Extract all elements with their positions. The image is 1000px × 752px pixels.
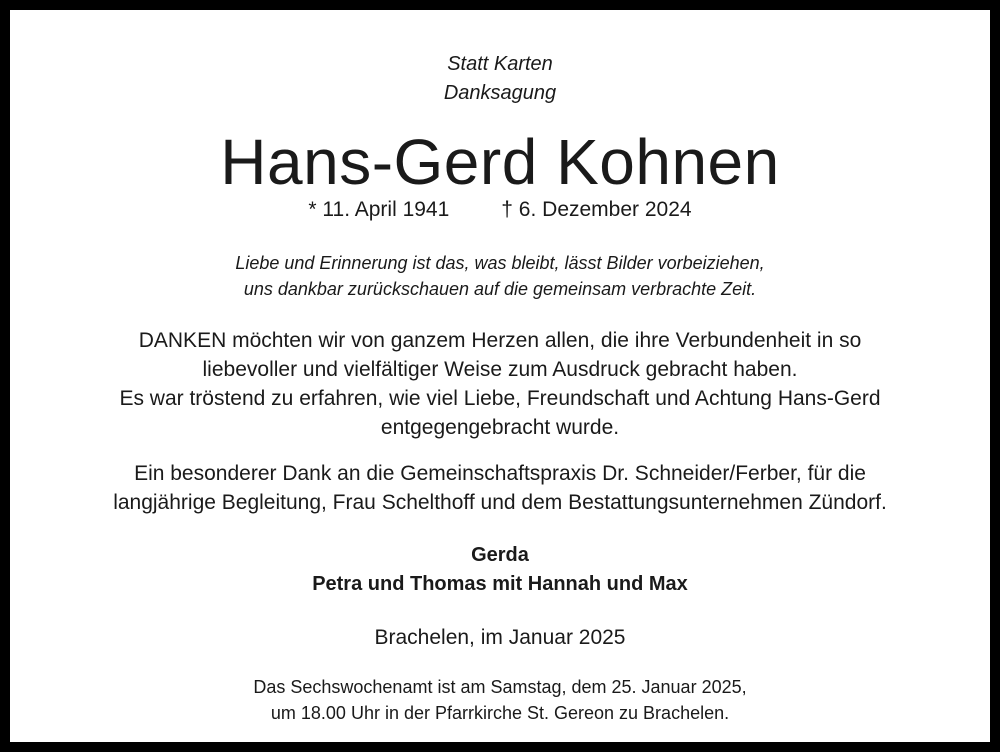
signer-line: Gerda	[471, 544, 529, 566]
memorial-quote	[20, 250, 980, 302]
notice-line: Das Sechswochenamt ist am Samstag, dem 25. Januar 2025,	[253, 677, 747, 697]
special-thanks-line: Ein besonderer Dank an die Gemeinschaftspraxis Dr. Schneider/Ferber, für die	[134, 462, 866, 485]
death-date: † 6. Dezember 2024	[501, 198, 692, 221]
deceased-name: Hans-Gerd Kohnen	[220, 126, 780, 198]
place-date: Brachelen, im Januar 2025	[374, 626, 626, 649]
notice-line: um 18.00 Uhr in der Pfarrkirche St. Gereon zu Brachelen.	[270, 703, 730, 723]
thanks-line: DANKEN möchten wir von ganzem Herzen allen, die ihre Verbundenheit in so	[138, 329, 862, 352]
quote-line: Liebe und Erinnerung ist das, was bleibt, lässt Bilder vorbeiziehen,	[235, 253, 765, 273]
thanks-line: liebevoller und vielfältiger Weise zum Ausdruck gebracht haben.	[202, 358, 798, 381]
thanks-line: entgegengebracht wurde.	[380, 416, 620, 439]
header-statt-karten: Statt Karten	[447, 53, 553, 75]
special-thanks-line: langjährige Begleitung, Frau Schelthoff und dem Bestattungsunternehmen Zündorf.	[113, 491, 887, 514]
special-thanks-paragraph	[20, 459, 980, 517]
quote-line: uns dankbar zurückschauen auf die gemeinsam verbrachte Zeit.	[243, 279, 757, 299]
thanks-line: Es war tröstend zu erfahren, wie viel Liebe, Freundschaft und Achtung Hans-Gerd	[119, 387, 881, 410]
signer-line: Petra und Thomas mit Hannah und Max	[312, 573, 688, 595]
header-danksagung: Danksagung	[443, 82, 557, 104]
header	[20, 50, 980, 108]
signers	[20, 541, 980, 599]
mass-notice	[20, 674, 980, 726]
thanks-paragraph	[20, 326, 980, 442]
life-dates	[20, 196, 980, 224]
birth-date: * 11. April 1941	[308, 198, 450, 221]
